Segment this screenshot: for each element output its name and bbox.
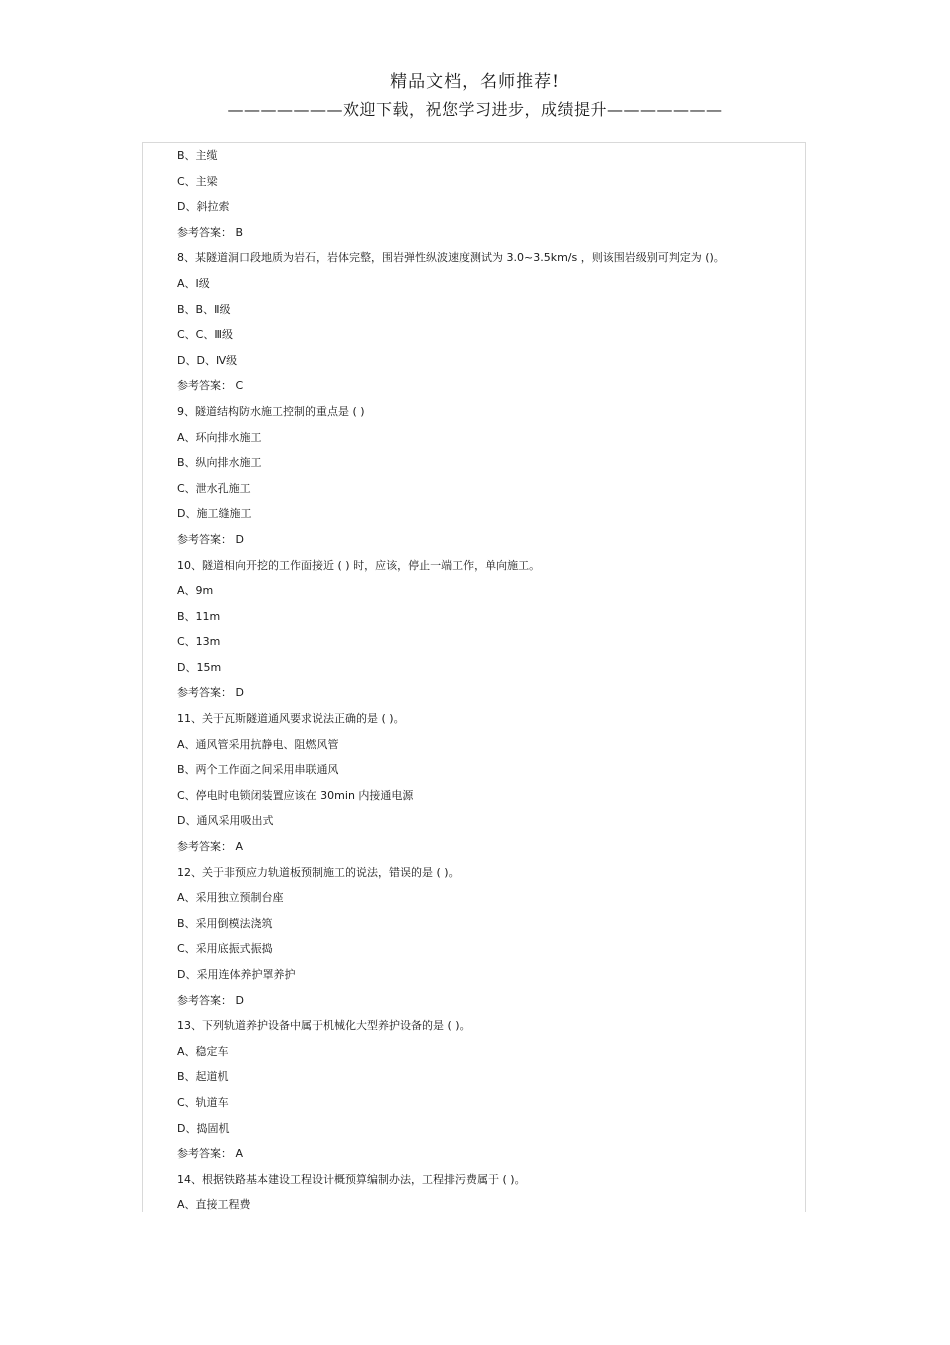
question-9-option-d: D、施工缝施工 (177, 507, 252, 521)
question-8-option-c: C、C、Ⅲ级 (177, 328, 233, 342)
question-13-option-c: C、轨道车 (177, 1095, 229, 1109)
option-c-main-girder: C、主梁 (177, 174, 218, 188)
answer-8: 参考答案： C (177, 379, 244, 393)
header-subtitle: ———————欢迎下载，祝您学习进步，成绩提升——————— (227, 100, 723, 119)
question-13-option-d: D、捣固机 (177, 1121, 230, 1135)
question-11-option-c: C、停电时电锁闭装置应该在 30min 内接通电源 (177, 788, 414, 802)
question-9-option-c: C、泄水孔施工 (177, 481, 251, 495)
question-10-option-d: D、15m (177, 660, 222, 674)
answer-9: 参考答案： D (177, 532, 244, 546)
answer-11: 参考答案： A (177, 840, 244, 854)
question-11: 11、关于瓦斯隧道通风要求说法正确的是 ( )。 (177, 712, 405, 726)
option-b-main-cable: B、主缆 (177, 149, 218, 162)
question-12: 12、关于非预应力轨道板预制施工的说法，错误的是 ( )。 (177, 865, 460, 879)
question-8-option-a: A、Ⅰ级 (177, 276, 210, 290)
question-8-option-b: B、B、Ⅱ级 (177, 302, 231, 316)
question-9-option-b: B、纵向排水施工 (177, 456, 262, 470)
question-9-option-a: A、环向排水施工 (177, 430, 262, 444)
question-10-option-b: B、11m (177, 609, 221, 623)
question-10-option-a: A、9m (177, 584, 214, 598)
question-13-option-a: A、稳定车 (177, 1044, 229, 1058)
question-8: 8、某隧道洞口段地质为岩石，岩体完整，围岩弹性纵波速度测试为 3.0~3.5km/s ，则该围岩级别可判定为 ()。 (177, 251, 725, 265)
question-14: 14、根据铁路基本建设工程设计概预算编制办法，工程排污费属于 ( )。 (177, 1172, 526, 1186)
answer-12: 参考答案： D (177, 993, 244, 1007)
question-8-option-d: D、D、Ⅳ级 (177, 353, 238, 367)
answer-13: 参考答案： A (177, 1147, 244, 1161)
question-13: 13、下列轨道养护设备中属于机械化大型养护设备的是 ( )。 (177, 1019, 471, 1033)
question-12-option-c: C、采用底振式振捣 (177, 942, 273, 956)
question-11-option-b: B、两个工作面之间采用串联通风 (177, 763, 339, 777)
question-14-option-a: A、直接工程费 (177, 1198, 251, 1212)
question-10: 10、隧道相向开挖的工作面接近 ( ) 时，应该，停止一端工作，单向施工。 (177, 558, 541, 572)
document-body (177, 143, 802, 1218)
question-12-option-a: A、采用独立预制台座 (177, 891, 284, 905)
question-12-option-b: B、采用倒模法浇筑 (177, 916, 273, 930)
question-13-option-b: B、起道机 (177, 1070, 229, 1084)
header-title: 精品文档，名师推荐! (390, 72, 560, 92)
question-12-option-d: D、采用连体养护罩养护 (177, 968, 296, 981)
question-11-option-a: A、通风管采用抗静电、阻燃风管 (177, 737, 339, 751)
answer-10: 参考答案： D (177, 686, 244, 700)
question-11-option-d: D、通风采用吸出式 (177, 814, 274, 828)
question-10-option-c: C、13m (177, 635, 221, 649)
question-9: 9、隧道结构防水施工控制的重点是 ( ) (177, 404, 365, 418)
answer-7: 参考答案： B (177, 225, 244, 239)
option-d-stay-cable: D、斜拉索 (177, 200, 230, 214)
page-header (0, 70, 950, 122)
